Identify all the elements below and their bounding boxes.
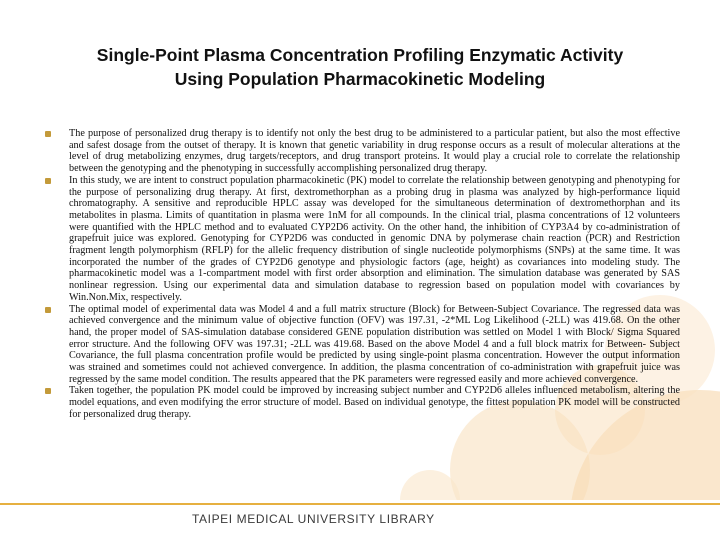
- bullet-text: In this study, we are intent to construct population pharmacokinetic (PK) model to correlate the relationship between genotyping and phenotyping for the purpose of personalizing drug therapy. At first, dextromethorphan as a probing drug in plasma was analyzed by high-performance liquid chromatography. A sensitive and reproducible HPLC assay was developed for the simultaneous determination of dextromethorphan and its metabolites in plasma. Limits of quantitation in plasma were 1nM for all compounds. In the clinical trial, plasma concentrations of 12 volunteers were quantified with the HPLC method and to evaluated CYP2D6 activity. On the other hand, the inhibition of CYP3A4 by co-administration of grapefruit juice was explored. Genotyping for CYP2D6 was conducted in genomic DNA by polymerase chain reaction (PCR) and Restriction fragment length polymorphism (RFLP) for the allelic frequency distribution of single nucleotide polymorphisms (SNPs) at the same time. It was incorporated the number of the grades of CYP2D6 genotype and physiologic factors (age, height) as covariances into modeling study. The pharmacokinetic model was a 1-compartment model with first order absorption and elimination. The simulation database was generated by SAS nonlinear regression. Using our experimental data and simulation database to regression based on population model with covariances by Win.Non.Mix, respectively.: [69, 174, 680, 303]
- bullet-list: [44, 128, 680, 421]
- bullet-item: [44, 304, 680, 386]
- square-bullet-icon: [45, 178, 51, 184]
- title-line-1: Single-Point Plasma Concentration Profiling Enzymatic Activity: [96, 45, 624, 65]
- bullet-item: [44, 128, 680, 175]
- footer-divider: [0, 503, 720, 505]
- square-bullet-icon: [45, 388, 51, 394]
- title-line-2: Using Population Pharmacokinetic Modeling: [174, 69, 546, 89]
- bullet-text: Taken together, the population PK model could be improved by increasing subject number and CYP2D6 alleles influenced metabolism, altering the model equations, and even modifying the error structure of model. Based on individual genotype, the fittest population PK model will be constructed for personalized drug therapy.: [69, 385, 680, 420]
- footer-library-name: TAIPEI MEDICAL UNIVERSITY LIBRARY: [192, 512, 435, 526]
- square-bullet-icon: [45, 307, 51, 313]
- bullet-item: [44, 175, 680, 304]
- bullet-item: [44, 385, 680, 420]
- bullet-text: The optimal model of experimental data was Model 4 and a full matrix structure (Block) for Between-Subject Covariance. The regressed data was achieved convergence and the minimum value of objective function (OFV) was 197.31, -2*ML Log Likelihood (-2LL) was 419.68. On the other hand, the proper model of SAS-simulation database considered GENE population distribution was settled on Model 1 with Block/ Sigma Squared error structure. And the following OFV was 197.31; -2LL was 419.68. Based on the above Model 4 and a full block matrix for Between- Subject Covariance, the full plasma concentration profile would be predicted by using single-point plasma concentration. However the output information was strained and sometimes could not achieved convergence. In addition, the plasma concentration of co-administration with grapefruit juice was regressed by the same model condition. The results appeared that the PK parameters were regressed easily and more achieved convergence.: [69, 303, 680, 385]
- square-bullet-icon: [45, 131, 51, 137]
- bullet-text: The purpose of personalized drug therapy is to identify not only the best drug to be administered to a particular patient, but also the most effective and safest dosage from the outset of therapy. It is known that genetic variability in drug response occurs as a result of molecular alterations at the level of drug metabolizing enzymes, drug targets/receptors, and drug transport proteins. It would play a crucial role to correlate the relationship between the genotyping and the phenotyping in successfully accomplishing personalized drug therapy.: [69, 128, 680, 175]
- slide-title: [40, 43, 680, 91]
